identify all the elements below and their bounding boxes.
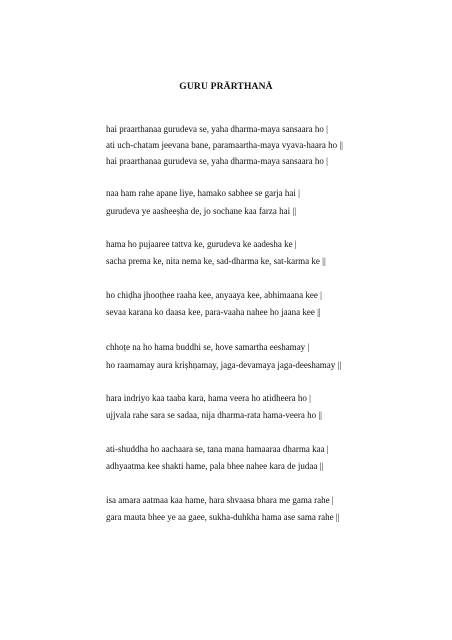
stanza-8-line-2: gara mauta bhee ye aa gaee, sukha-duhkha hama ase sama rahe || (106, 512, 340, 522)
stanza-1-line-1: hai praarthanaa gurudeva se, yaha dharma-maya sansaara ho | (106, 124, 328, 134)
stanza-7-line-2: adhyaatma kee shakti hame, pala bhee nahee kara de judaa || (106, 461, 324, 471)
stanza-1-line-3: hai praarthanaa gurudeva se, yaha dharma-maya sansaara ho | (106, 156, 328, 166)
stanza-1-line-2: ati uch-chatam jeevana bane, paramaartha-maya vyava-haara ho || (106, 140, 343, 150)
stanza-8-line-1: isa amara aatmaa kaa hame, hara shvaasa bhara me gama rahe | (106, 495, 334, 505)
stanza-4-line-2: sevaa karana ko daasa kee, para-vaaha nahee ho jaana kee || (106, 307, 321, 317)
stanza-2-line-1: naa ham rahe apane liye, hamako sabhee se garja hai | (106, 188, 300, 198)
stanza-6-line-1: hara indriyo kaa taaba kara, hama veera ho atidheera ho | (106, 393, 311, 403)
stanza-7-line-1: ati-shuddha ho aachaara se, tana mana hamaaraa dharma kaa | (106, 444, 329, 454)
stanza-5-line-2: ho raamamay aura kriṣhṇamay, jaga-devamaya jaga-deeshamay || (106, 360, 342, 370)
stanza-2-line-2: gurudeva ye aasheeṣha de, jo sochane kaa farza hai || (106, 206, 297, 216)
stanza-3-line-1: hama ho pujaaree tattva ke, gurudeva ke aadesha ke | (106, 239, 297, 249)
stanza-6-line-2: ujjvala rahe sara se sadaa, nija dharma-rata hama-veera ho || (106, 410, 322, 420)
stanza-3-line-2: sacha prema ke, nita nema ke, sad-dharma ke, sat-karma ke || (106, 256, 326, 266)
stanza-5-line-1: chhoṭe na ho hama buddhi se, hove samartha eeshamay | (106, 342, 310, 352)
stanza-4-line-1: ho chiḍha jhooṭhee raaha kee, anyaaya kee, abhimaana kee | (106, 290, 322, 300)
page-title: GURU PRĀRTHANĀ (179, 82, 273, 92)
